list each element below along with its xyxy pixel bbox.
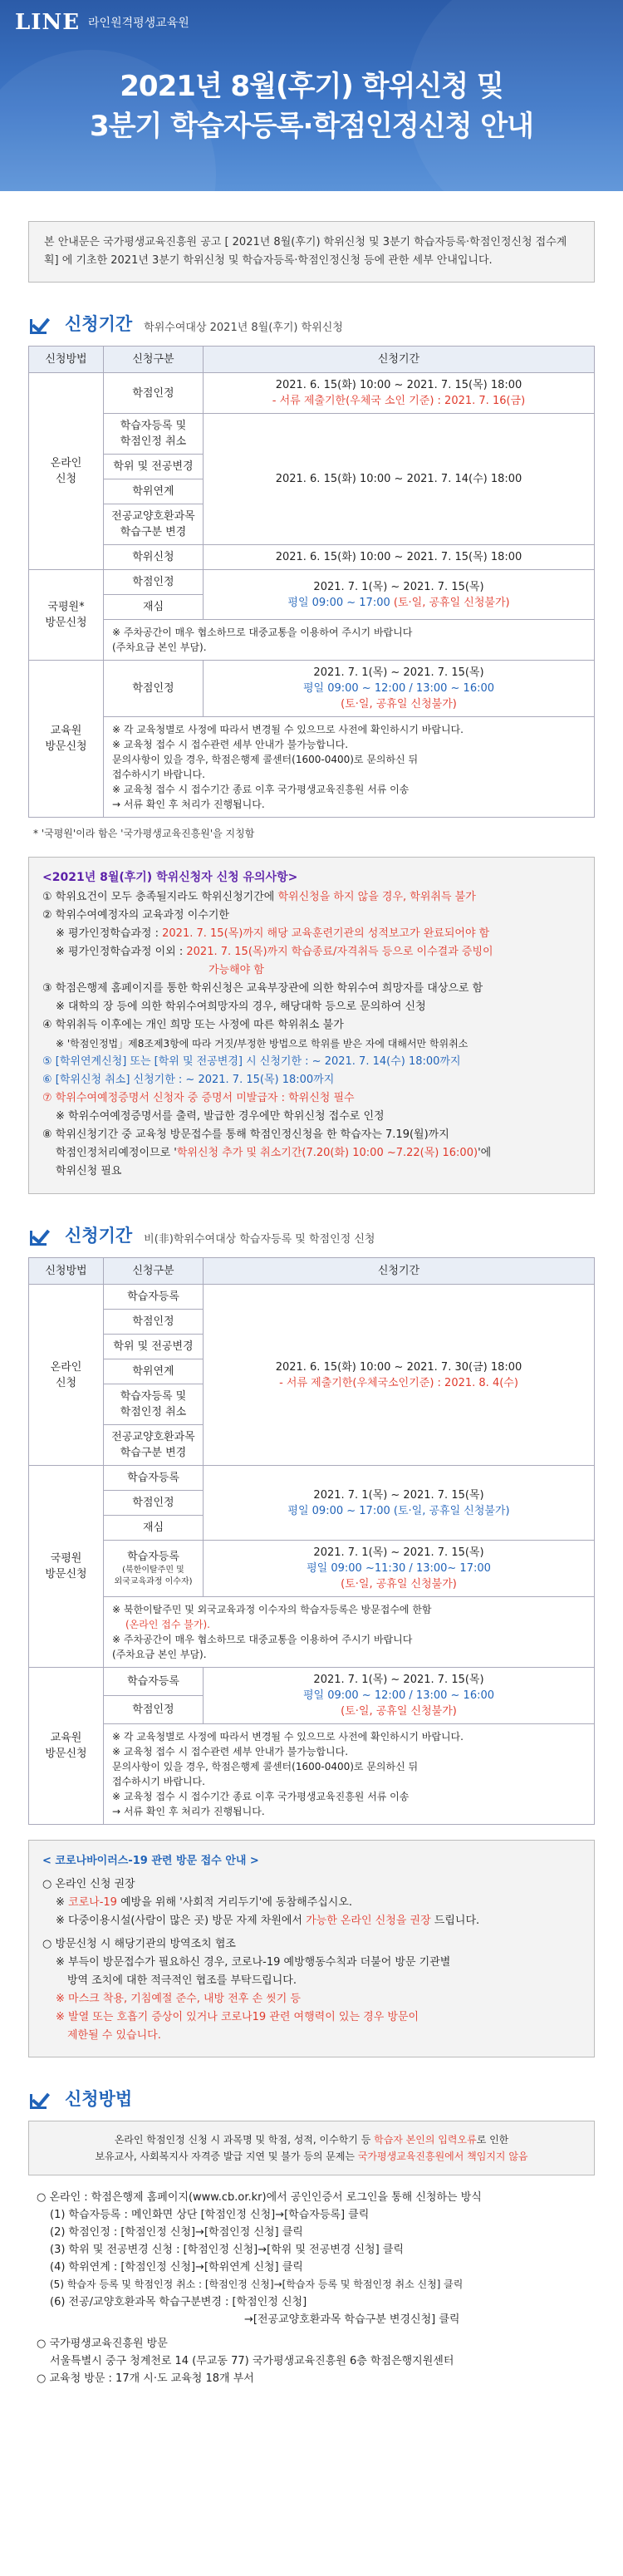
caution-item: 가능해야 함 (208, 964, 264, 976)
caution-item: 학점인정처리예정이므로 '학위신청 추가 및 취소기간(7.20(화) 10:00 ~7.22(목) 16:00)'에 (56, 1147, 492, 1159)
hours-text: 평일 09:00 ~ 12:00 / 13:00 ~ 16:00 (302, 1689, 495, 1702)
period-cell (204, 661, 595, 717)
checkbox-icon (28, 2089, 53, 2111)
section1-header (28, 311, 595, 336)
caution-item: ③ 학점은행제 홈페이지를 통한 학위신청은 교육부장관에 의한 학위수여 희망자를 대상으로 함 (42, 982, 483, 995)
note-text: ※ 북한이탈주민 및 외국교육과정 이수자의 학습자등록은 방문접수에 한함 (112, 1604, 432, 1615)
type-cell: 학점인정 (104, 661, 204, 717)
logo-org-name: 라인원격평생교육원 (88, 17, 189, 30)
table-row (29, 1668, 595, 1696)
covid-item: ○ 온라인 신청 권장 (42, 1878, 135, 1890)
caution-item: ⑥ [학위신청 취소] 신청기한 : ~ 2021. 7. 15(목) 18:00까지 (42, 1074, 335, 1086)
note-text: (온라인 접수 불가). (125, 1619, 210, 1630)
type-cell: 학위신청 (104, 545, 204, 570)
table-row (29, 620, 595, 661)
note-cell: ※ 주차공간이 매우 협소하므로 대중교통을 이용하여 주시기 바랍니다 (주차요금 본인 부담). (104, 620, 595, 661)
hours-text: 평일 09:00 ~ 12:00 / 13:00 ~ 16:00 (302, 682, 495, 695)
period-text: 2021. 6. 15(화) 10:00 ~ 2021. 7. 15(목) 18:00 (204, 545, 595, 570)
page-title-line2: 3분기 학습자등록·학점인정신청 안내 (90, 110, 533, 143)
caution-item: ※ 학위수여예정증명서를 출력, 발급한 경우에만 학위신청 접수로 인정 (56, 1110, 385, 1123)
caution-item: ② 학위수여예정자의 교육과정 이수기한 (42, 909, 229, 922)
table-row (29, 661, 595, 717)
covid-item: ※ 부득이 방문접수가 필요하신 경우, 코로나-19 예방행동수칙과 더불어 방문 기관별 (56, 1956, 451, 1969)
period-text: 2021. 6. 15(화) 10:00 ~ 2021. 7. 14(수) 18:00 (204, 414, 595, 545)
closed-note: (토·일, 공휴일 신청불가) (341, 1705, 457, 1718)
schedule-table-degree (28, 346, 595, 818)
type-cell: 전공교양호환과목 학습구분 변경 (104, 1425, 204, 1466)
caution-item: ① 학위요건이 모두 충족될지라도 학위신청기간에 학위신청을 하지 않을 경우, 학위취득 불가 (42, 891, 476, 903)
table-row (29, 1466, 595, 1491)
caution-box (28, 857, 595, 1194)
caution-item: ※ 대학의 장 등에 의한 학위수여희망자의 경우, 해당대학 등으로 문의하여 신청 (56, 1000, 426, 1013)
col-method: 신청방법 (29, 1258, 104, 1285)
schedule-table-nondegree (28, 1257, 595, 1825)
caution-item: ※ 평가인정학습과정 이외 : 2021. 7. 15(목)까지 학습종료/자격취득 등으로 이수결과 증빙이 (56, 946, 493, 958)
type-cell: 학점인정 (104, 1310, 204, 1335)
checkbox-icon (28, 314, 53, 336)
section3-title: 신청방법 (65, 2089, 133, 2109)
method-warning-line: 온라인 학점인정 신청 시 과목명 및 학점, 성적, 이수학기 등 학습자 본인의 입력오류로 인한 (114, 2134, 509, 2146)
caution-item: ※ '학점인정법」제8조제3항에 따라 거짓/부정한 방법으로 학위를 받은 자에 대해서만 학위취소 (56, 1038, 468, 1050)
covid-item: ※ 발열 또는 호흡기 증상이 있거나 코로나19 관련 여행력이 있는 경우 방문이 (56, 2011, 419, 2023)
method-list (37, 2189, 586, 2387)
logo[interactable] (15, 10, 189, 35)
method-item: ○ 교육청 방문 : 17개 시·도 교육청 18개 부서 (37, 2372, 254, 2385)
type-cell: 학습자등록 (104, 1285, 204, 1310)
method-item: (3) 학위 및 전공변경 신청 : [학점인정 신청]→[학위 및 전공변경 신청] 클릭 (50, 2244, 404, 2256)
type-cell: 전공교양호환과목 학습구분 변경 (104, 504, 204, 545)
section2-header (28, 1222, 595, 1247)
covid-box (28, 1840, 595, 2057)
closed-note: (토·일, 공휴일 신청불가) (393, 596, 510, 609)
caution-item: ⑧ 학위신청기간 중 교육청 방문접수를 통해 학점인정신청을 한 학습자는 7.19(월)까지 (42, 1128, 449, 1141)
col-type: 신청구분 (104, 1258, 204, 1285)
hero-banner (0, 0, 623, 191)
covid-item: ※ 다중이용시설(사람이 많은 곳) 방문 자제 차원에서 가능한 온라인 신청을 권장 드립니다. (56, 1915, 480, 1927)
footnote: * '국평원'이라 함은 '국가평생교육진흥원'을 지칭함 (33, 828, 255, 839)
method-item: (4) 학위연계 : [학점인정 신청]→[학위연계 신청] 클릭 (50, 2261, 303, 2274)
type-cell: 학점인정 (104, 570, 204, 595)
period-text: 2021. 7. 1(목) ~ 2021. 7. 15(목) (313, 1488, 484, 1502)
period-cell (204, 1285, 595, 1466)
section1-subtitle: 학위수여대상 2021년 8월(후기) 학위신청 (144, 322, 343, 334)
col-type: 신청구분 (104, 347, 204, 373)
note-cell: ※ 각 교육청별로 사정에 따라서 변경될 수 있으므로 사전에 확인하시기 바랍니다. ※ 교육청 접수 시 접수관련 세부 안내가 불가능합니다. 문의사항이 있을 경우, 학점은행제 콜센터(1600-0400)로 문의하신 뒤 접수하시기 바랍니다. ※ 교육청 접수 시 접수기간 종료 이후 국가평생교육진흥원 서류 이송 → 서류 확인 후 처리가 진행됩니다. (104, 717, 595, 818)
type-cell: 학위 및 전공변경 (104, 1335, 204, 1359)
hours-text: 평일 09:00 ~ 17:00 (토·일, 공휴일 신청불가) (287, 1504, 510, 1517)
type-cell: 학습자등록 및 학점인정 취소 (104, 1384, 204, 1425)
type-text: 학습자등록 (127, 1551, 179, 1563)
caution-item: ※ 평가인정학습과정 : 2021. 7. 15(목)까지 해당 교육훈련기관의 성적보고가 완료되어야 함 (56, 927, 490, 940)
period-text: 2021. 7. 1(목) ~ 2021. 7. 15(목) (313, 666, 484, 679)
closed-note: (토·일, 공휴일 신청불가) (341, 1578, 457, 1590)
caution-item: ⑦ 학위수여예정증명서 신청자 중 증명서 미발급자 : 학위신청 필수 (42, 1092, 355, 1104)
period-cell (204, 570, 595, 620)
table-row (29, 1541, 595, 1597)
table-row (29, 1724, 595, 1825)
method-warning-box (28, 2121, 595, 2175)
table-row (29, 373, 595, 414)
closed-note: (토·일, 공휴일 신청불가) (341, 698, 457, 710)
period-text: 2021. 7. 1(목) ~ 2021. 7. 15(목) (313, 580, 484, 593)
type-cell: 재심 (104, 1516, 204, 1541)
caution-title: <2021년 8월(후기) 학위신청자 신청 유의사항> (42, 871, 298, 884)
logo-mark: LINE (15, 10, 81, 35)
section1-title: 신청기간 (65, 314, 133, 334)
period-text: 2021. 7. 1(목) ~ 2021. 7. 15(목) (313, 1674, 484, 1686)
page-title-line1: 2021년 8월(후기) 학위신청 및 (120, 70, 503, 103)
period-cell (204, 1541, 595, 1597)
type-subtext: (북한이탈주민 및 외국교육과정 이수자) (114, 1566, 193, 1586)
method-online: 온라인 신청 (29, 1285, 104, 1466)
table-row (29, 1597, 595, 1668)
method-nile: 국평원 방문신청 (29, 1466, 104, 1668)
period-text: 2021. 7. 1(목) ~ 2021. 7. 15(목) (313, 1546, 484, 1559)
deadline-note: - 서류 제출기한(우체국 소인 기준) : 2021. 7. 16(금) (272, 395, 526, 407)
table-row (29, 570, 595, 595)
note-cell (104, 1597, 595, 1668)
covid-item: 방역 조치에 대한 적극적인 협조를 부탁드립니다. (67, 1974, 297, 1987)
covid-item: 제한될 수 있습니다. (67, 2029, 161, 2042)
covid-title: < 코로나바이러스-19 관련 방문 접수 안내 > (42, 1855, 259, 1867)
period-text: 2021. 6. 15(화) 10:00 ~ 2021. 7. 15(목) 18:00 (275, 379, 522, 391)
method-item: (1) 학습자등록 : 메인화면 상단 [학점인정 신청]→[학습자등록] 클릭 (50, 2209, 370, 2221)
covid-item: ○ 방문신청 시 해당기관의 방역조치 협조 (42, 1938, 236, 1950)
deadline-note: - 서류 제출기한(우체국소인기준) : 2021. 8. 4(수) (279, 1376, 518, 1389)
type-cell: 학습자등록 및 학점인정 취소 (104, 414, 204, 455)
method-warning-line: 보유교사, 사회복지사 자격증 발급 지연 및 불가 등의 문제는 국가평생교육진흥원에서 책임지지 않음 (95, 2151, 528, 2162)
type-cell (104, 1541, 204, 1597)
section2-title: 신청기간 (65, 1226, 133, 1246)
note-text: ※ 주차공간이 매우 협소하므로 대중교통을 이용하여 주시기 바랍니다 (주차요금 본인 부담). (112, 1634, 413, 1660)
method-item: ○ 온라인 : 학점은행제 홈페이지(www.cb.or.kr)에서 공인인증서 로그인을 통해 신청하는 방식 (37, 2191, 482, 2204)
hours-text: 평일 09:00 ~11:30 / 13:00~ 17:00 (307, 1562, 491, 1575)
type-cell: 재심 (104, 595, 204, 620)
method-item: (5) 학습자 등록 및 학점인정 취소 : [학점인정 신청]→[학습자 등록 및 학점인정 취소 신청] 클릭 (50, 2279, 464, 2290)
page-title (0, 66, 623, 146)
type-cell: 학위연계 (104, 1359, 204, 1384)
checkbox-icon (28, 1226, 53, 1247)
period-text: 2021. 6. 15(화) 10:00 ~ 2021. 7. 30(금) 18:00 (275, 1360, 522, 1374)
method-item: (2) 학점인정 : [학점인정 신청]→[학점인정 신청] 클릭 (50, 2226, 303, 2239)
period-cell (204, 1668, 595, 1724)
type-cell: 학점인정 (104, 373, 204, 414)
col-period: 신청기간 (204, 347, 595, 373)
period-cell (204, 373, 595, 414)
caution-item: ④ 학위취득 이후에는 개인 희망 또는 사정에 따른 학위취소 불가 (42, 1019, 344, 1031)
type-cell: 학점인정 (104, 1491, 204, 1516)
table-header-row (29, 347, 595, 373)
type-cell: 학습자등록 (104, 1466, 204, 1491)
caution-item: ⑤ [학위연계신청] 또는 [학위 및 전공변경] 시 신청기한 : ~ 2021. 7. 14(수) 18:00까지 (42, 1055, 461, 1068)
section3-header (28, 2086, 595, 2111)
method-item: ○ 국가평생교육진흥원 방문 (37, 2338, 168, 2350)
table-row (29, 1285, 595, 1310)
table-row (29, 545, 595, 570)
hours-text (208, 595, 589, 611)
section2-subtitle: 비(非)학위수여대상 학습자등록 및 학점인정 신청 (144, 1233, 375, 1246)
caution-item: 학위신청 필요 (56, 1165, 122, 1177)
method-online: 온라인 신청 (29, 373, 104, 570)
method-item: 서울특별시 중구 청계천로 14 (무교동 77) 국가평생교육진흥원 6층 학점은행지원센터 (50, 2355, 454, 2367)
covid-item: ※ 마스크 착용, 기침예절 준수, 내방 전후 손 씻기 등 (56, 1993, 301, 2005)
table-row (29, 717, 595, 818)
table-row (29, 414, 595, 455)
period-cell (204, 1466, 595, 1541)
covid-item: ※ 코로나-19 예방을 위해 '사회적 거리두기'에 동참해주십시오. (56, 1896, 353, 1909)
method-item: (6) 전공/교양호환과목 학습구분변경 : [학점인정 신청] (50, 2296, 307, 2308)
intro-text: 본 안내문은 국가평생교육진흥원 공고 [ 2021년 8월(후기) 학위신청 및 3분기 학습자등록·학점인정신청 접수계획] 에 기초한 2021년 3분기 학위신청 및 학습자등록·학점인정신청 등에 관한 세부 안내입니다. (28, 221, 595, 283)
col-method: 신청방법 (29, 347, 104, 373)
hours-time: 평일 09:00 ~ 17:00 (287, 596, 390, 609)
type-cell: 학위연계 (104, 479, 204, 504)
note-cell: ※ 각 교육청별로 사정에 따라서 변경될 수 있으므로 사전에 확인하시기 바랍니다. ※ 교육청 접수 시 접수관련 세부 안내가 불가능합니다. 문의사항이 있을 경우, 학점은행제 콜센터(1600-0400)로 문의하신 뒤 접수하시기 바랍니다. ※ 교육청 접수 시 접수기간 종료 이후 국가평생교육진흥원 서류 이송 → 서류 확인 후 처리가 진행됩니다. (104, 1724, 595, 1825)
table-header-row (29, 1258, 595, 1285)
method-nile: 국평원* 방문신청 (29, 570, 104, 661)
method-edu: 교육원 방문신청 (29, 661, 104, 818)
method-item: →[전공교양호환과목 학습구분 변경신청] 클릭 (244, 2313, 460, 2326)
col-period: 신청기간 (204, 1258, 595, 1285)
type-cell: 학습자등록 (104, 1668, 204, 1696)
type-cell: 학점인정 (104, 1696, 204, 1724)
type-cell: 학위 및 전공변경 (104, 455, 204, 479)
method-edu: 교육원 방문신청 (29, 1668, 104, 1825)
